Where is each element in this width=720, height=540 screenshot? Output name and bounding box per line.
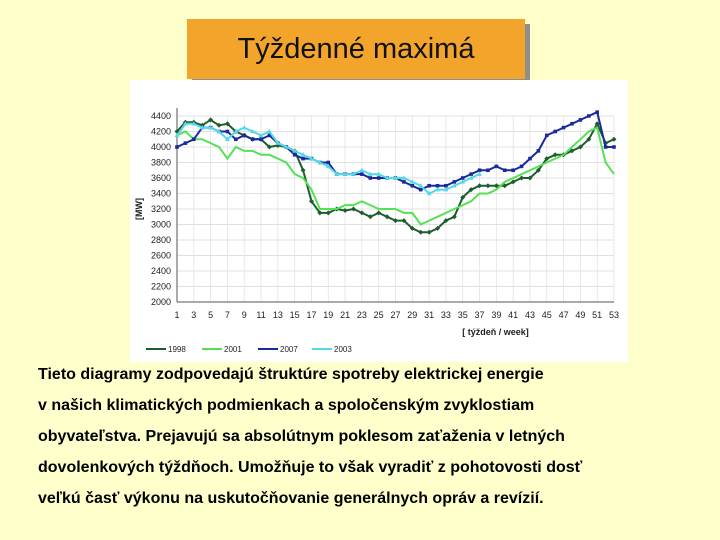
- y-tick-label: 3800: [150, 157, 171, 168]
- legend-label-2007: 2007: [280, 345, 298, 354]
- data-point: [495, 165, 499, 169]
- paragraph-line-2: v našich klimatických podmienkach a spoločenským zvyklostiam: [38, 397, 535, 414]
- y-tick-label: 2200: [150, 281, 171, 292]
- x-tick-label: 31: [424, 310, 435, 320]
- data-point: [461, 176, 465, 180]
- x-tick-label: 17: [306, 310, 317, 320]
- y-tick-label: 4400: [150, 111, 171, 121]
- data-point: [192, 137, 196, 141]
- x-tick-label: 13: [272, 310, 283, 320]
- data-point: [444, 184, 448, 188]
- data-point: [469, 172, 473, 176]
- legend-label-2003: 2003: [334, 345, 352, 354]
- data-point: [360, 172, 364, 176]
- x-tick-label: 19: [323, 310, 334, 320]
- data-point: [553, 130, 557, 134]
- data-point: [411, 184, 415, 188]
- data-point: [604, 145, 608, 149]
- x-tick-label: 45: [541, 310, 552, 320]
- data-point: [293, 153, 297, 157]
- y-tick-label: 2400: [150, 266, 171, 276]
- data-point: [301, 157, 305, 161]
- paragraph-line-5: veľkú časť výkonu na uskutočňovanie generálnych opráv a revízií.: [38, 490, 544, 507]
- x-tick-label: 1: [174, 310, 180, 320]
- x-tick-label: 5: [208, 310, 214, 320]
- y-tick-label: 3400: [150, 188, 171, 199]
- y-tick-label: 3000: [150, 219, 171, 230]
- data-point: [326, 161, 330, 165]
- x-tick-label: 23: [356, 310, 367, 320]
- data-point: [242, 134, 246, 138]
- y-tick-label: 2000: [150, 297, 171, 307]
- y-tick-label: 3600: [150, 173, 171, 183]
- x-tick-label: 27: [390, 310, 401, 320]
- data-point: [612, 145, 616, 149]
- legend-label-1998: 1998: [168, 345, 186, 354]
- data-point: [537, 149, 541, 153]
- data-point: [419, 188, 423, 192]
- x-tick-label: 9: [241, 310, 247, 320]
- y-tick-label: 2800: [150, 235, 171, 245]
- y-tick-label: 3200: [150, 204, 171, 214]
- x-tick-label: 51: [592, 310, 603, 320]
- data-point: [478, 168, 482, 172]
- data-point: [520, 165, 524, 169]
- data-point: [503, 168, 507, 172]
- x-axis-label: [ týždeň / week]: [462, 327, 529, 337]
- data-point: [427, 184, 431, 188]
- x-tick-label: 39: [491, 310, 502, 320]
- data-point: [251, 137, 255, 141]
- y-tick-label: 4000: [150, 142, 171, 152]
- data-point: [436, 184, 440, 188]
- x-tick-label: 33: [440, 310, 451, 320]
- data-point: [511, 168, 515, 172]
- x-tick-label: 7: [224, 310, 230, 320]
- data-point: [528, 157, 532, 161]
- data-point: [368, 176, 372, 180]
- x-tick-label: 41: [508, 310, 519, 320]
- paragraph-line-1: Tieto diagramy zodpovedajú štruktúre spotreby elektrickej energie: [38, 366, 544, 383]
- data-point: [402, 180, 406, 184]
- data-point: [587, 114, 591, 118]
- x-tick-label: 21: [340, 310, 351, 320]
- data-point: [579, 118, 583, 122]
- x-tick-label: 53: [608, 310, 620, 320]
- data-point: [562, 126, 566, 130]
- data-point: [184, 141, 188, 145]
- chart-panel: [130, 80, 628, 362]
- x-tick-label: 25: [373, 310, 384, 320]
- weekly-maxima-chart: [130, 80, 628, 362]
- y-tick-label: 2600: [150, 250, 171, 261]
- data-point: [234, 137, 238, 141]
- paragraph-line-3: obyvateľstva. Prejavujú sa absolútnym poklesom zaťaženia v letných: [38, 428, 565, 445]
- slide-title: Týždenné maximá: [187, 19, 525, 79]
- data-point: [453, 180, 457, 184]
- x-tick-label: 43: [524, 310, 535, 320]
- data-point: [545, 134, 549, 138]
- legend-label-2001: 2001: [224, 345, 242, 354]
- x-tick-label: 11: [256, 310, 266, 320]
- data-point: [595, 110, 599, 114]
- x-tick-label: 49: [575, 310, 586, 320]
- paragraph-line-4: dovolenkových týždňoch. Umožňuje to však vyradiť z pohotovosti dosť: [38, 459, 583, 476]
- x-tick-label: 35: [457, 310, 468, 320]
- x-tick-label: 47: [558, 310, 569, 320]
- data-point: [259, 137, 263, 141]
- x-tick-label: 29: [407, 310, 418, 320]
- y-tick-label: 4200: [150, 126, 171, 137]
- x-tick-label: 3: [191, 310, 197, 320]
- data-point: [226, 130, 230, 134]
- data-point: [175, 145, 179, 149]
- y-axis-label: [MW]: [134, 198, 144, 220]
- data-point: [377, 176, 381, 180]
- x-tick-label: 15: [289, 310, 300, 320]
- x-tick-label: 37: [474, 310, 485, 320]
- data-point: [570, 122, 574, 126]
- data-point: [486, 168, 490, 172]
